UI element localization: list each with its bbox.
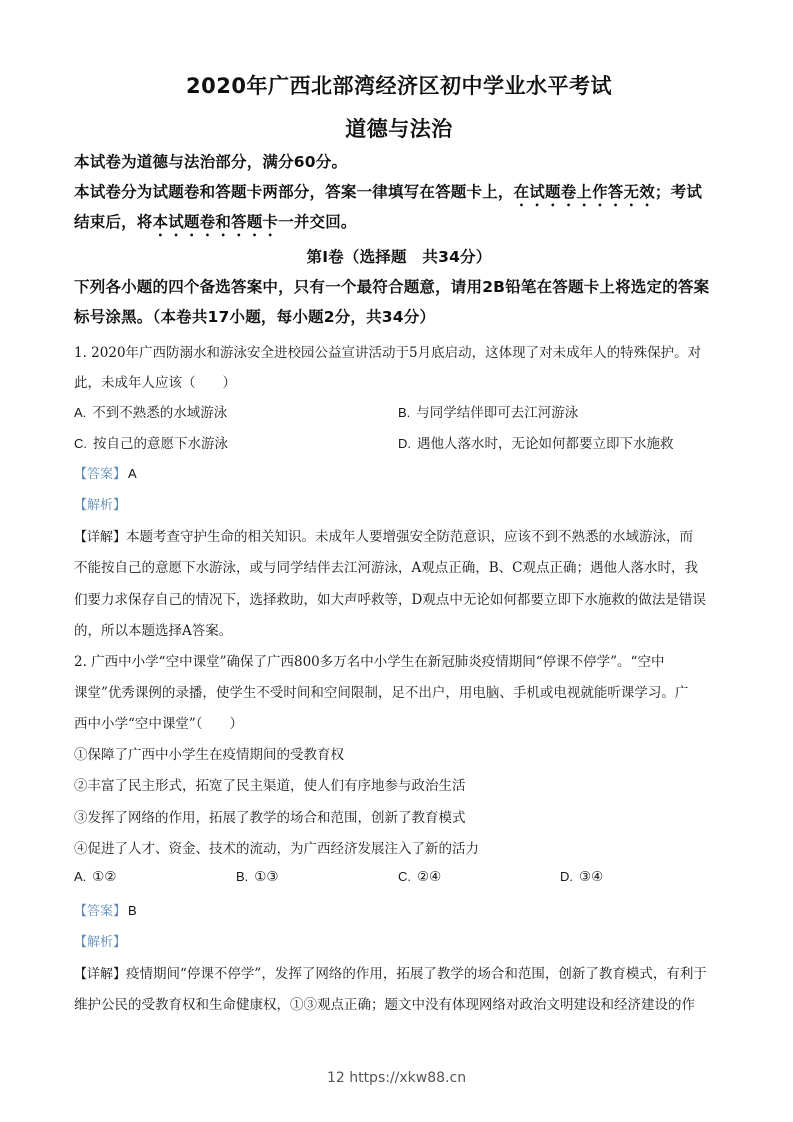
option-text: ①② [92, 869, 117, 885]
instruction-line-3 [74, 210, 357, 240]
question-1-detail-line-2: 不能按自己的意愿下水游泳，或与同学结伴去江河游泳，A观点正确，B、C观点正确；遇他人落水时，我 [74, 560, 698, 576]
answer-value: A [128, 466, 137, 481]
option-letter: B. [398, 405, 411, 420]
exam-subject: 道德与法治 [345, 117, 453, 141]
option-text: 遇他人落水时，无论如何都要立即下水施救 [417, 436, 674, 452]
question-2-detail-line-2: 维护公民的受教育权和生命健康权，①③观点正确；题文中没有体现网络对政治文明建设和经济建设的作 [74, 997, 695, 1013]
question-1-detail-line-4: 的，所以本题选择A答案。 [74, 623, 233, 639]
instruction-line-1: 本试卷为道德与法治部分，满分60分。 [74, 153, 348, 171]
option-letter: D. [560, 869, 573, 884]
instruction-emphasis-no-answer-on-paper: 在试题卷上作答无效 [513, 183, 655, 201]
question-1-stem-line-2: 此，未成年人应该（ ） [74, 375, 236, 391]
question-1-detail-line-3: 们要力求保存自己的情况下，选择救助，如大声呼救等，D观点中无论如何都要立即下水施救的做法是错误 [74, 592, 706, 608]
question-1-analysis-label [74, 494, 126, 513]
analysis-label: 【解析】 [74, 935, 127, 950]
question-1-option-d [398, 432, 674, 452]
section-directions-line-1: 下列各小题的四个备选答案中，只有一个最符合题意，请用2B铅笔在答题卡上将选定的答案 [74, 278, 710, 296]
question-2-analysis-label [74, 931, 126, 950]
question-2-option-b [236, 869, 279, 885]
question-2-detail-line-1 [74, 962, 707, 982]
option-text: 与同学结伴即可去江河游泳 [416, 405, 579, 421]
answer-value: B [128, 903, 137, 918]
page-footer: 12 https://xkw88.cn [326, 1070, 467, 1086]
option-letter: C. [398, 869, 411, 884]
instruction-line-2 [74, 180, 702, 210]
answer-label: 【答案】 [74, 467, 127, 482]
detail-label: 【详解】 [74, 530, 127, 545]
question-1-option-a [74, 401, 227, 421]
option-letter: D. [398, 436, 411, 451]
option-letter: B. [236, 869, 249, 884]
question-2-statement-2: ②丰富了民主形式，拓宽了民主渠道，使人们有序地参与政治生活 [74, 778, 466, 794]
option-text: 不到不熟悉的水域游泳 [92, 405, 228, 421]
detail-text: 本题考查守护生命的相关知识。未成年人要增强安全防范意识，应该不到不熟悉的水域游泳，而 [126, 529, 694, 545]
instruction-line-2-text-a: 本试卷分为试题卷和答题卡两部分，答案一律填写在答题卡上， [74, 183, 514, 201]
exam-title: 2020年广西北部湾经济区初中学业水平考试 [186, 74, 612, 98]
instruction-emphasis-return-materials: 本试题卷和答题卡 [152, 213, 279, 231]
detail-label: 【详解】 [74, 967, 127, 982]
detail-text: 疫情期间“停课不停学”，发挥了网络的作用，拓展了教学的场合和范围，创新了教育模式，有利于 [126, 966, 707, 982]
section-heading: 第Ⅰ卷（选择题 共34分） [306, 248, 492, 266]
question-2-statement-4: ④促进了人才、资金、技术的流动，为广西经济发展注入了新的活力 [74, 841, 479, 857]
answer-label: 【答案】 [74, 904, 127, 919]
section-directions-line-2: 标号涂黑。（本卷共17小题，每小题2分，共34分） [74, 308, 436, 326]
question-2-stem-line-2: 课堂”优秀课例的录播，使学生不受时间和空间限制，足不出户，用电脑、手机或电视就能听课学习。广 [74, 685, 689, 701]
option-letter: A. [74, 869, 87, 884]
question-2-option-d [560, 869, 603, 885]
option-text: ②④ [417, 869, 442, 885]
option-text: 按自己的意愿下水游泳 [93, 436, 228, 452]
option-text: ①③ [254, 869, 279, 885]
question-1-stem-line-1: 1. 2020年广西防溺水和游泳安全进校园公益宣讲活动于5月底启动，这体现了对未成年人的特殊保护。对 [74, 345, 702, 361]
question-1-option-c [74, 432, 228, 452]
instruction-line-3-text-b: 一并交回。 [278, 213, 357, 231]
option-text: ③④ [579, 869, 604, 885]
analysis-label: 【解析】 [74, 498, 127, 513]
question-2-statement-3: ③发挥了网络的作用，拓展了教学的场合和范围，创新了教育模式 [74, 810, 466, 826]
question-2-statement-1: ①保障了广西中小学生在疫情期间的受教育权 [74, 747, 344, 763]
instruction-line-2-text-b: ；考试 [654, 183, 703, 201]
question-1-detail-line-1 [74, 525, 693, 545]
question-2-option-a [74, 869, 117, 885]
question-2-stem-line-3: 西中小学“空中课堂”（ ） [74, 716, 244, 732]
question-1-option-b [398, 401, 578, 421]
instruction-line-3-text-a: 结束后，将 [74, 213, 153, 231]
option-letter: A. [74, 405, 87, 420]
option-letter: C. [74, 436, 87, 451]
question-2-stem-line-1: 2. 广西中小学“空中课堂”确保了广西800多万名中小学生在新冠肺炎疫情期间“停课不停学”。“空中 [74, 654, 665, 670]
question-1-answer [74, 463, 137, 482]
question-2-answer [74, 900, 137, 919]
question-2-option-c [398, 869, 441, 885]
